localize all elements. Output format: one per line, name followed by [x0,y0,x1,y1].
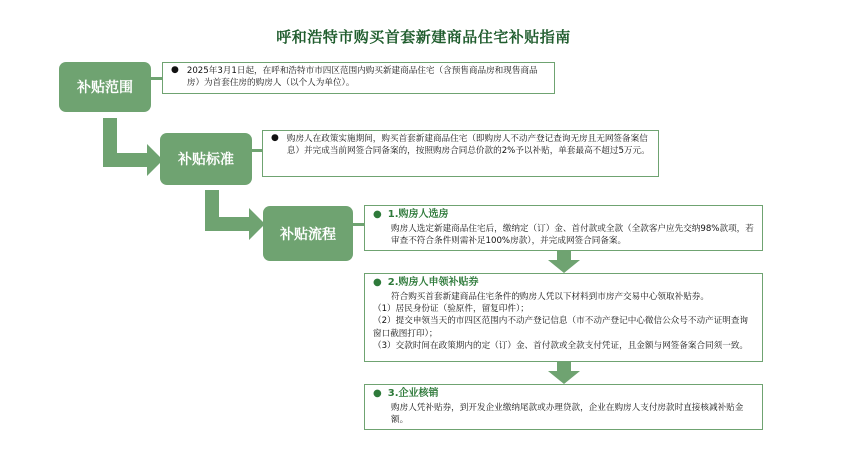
process-body-1: 购房人选定新建商品住宅后，缴纳定（订）金、首付款或全款（全款客户应先交纳98%款项，若审查不符合条件则需补足100%房款），并完成网签合同备案。 [391,223,754,246]
standard-text: 购房人在政策实施期间，购买首套新建商品住宅（即购房人不动产登记查询无房且无网签备案信息）并完成当前网签合同备案的，按照购房合同总价款的2%予以补贴，单套最高不超过5万元。 [286,134,650,157]
step-label-standard: 补贴标准 [178,152,234,168]
page-title: 呼和浩特市购买首套新建商品住宅补贴指南 [276,28,571,46]
down-arrow-2 [548,362,580,384]
process-heading-2 [373,276,754,291]
process-heading-1 [373,208,754,223]
elbow-arrow-1 [103,118,163,176]
scope-text: 2025年3月1日起，在呼和浩特市市四区范围内购买新建商品住宅（含预售商品房和现售商品房）为首套住房的购房人（以个人为单位）。 [186,66,538,89]
down-arrow-1 [548,251,580,273]
process-line-2-2: （2）提交申领当天的市四区范围内不动产登记信息（市不动产登记中心微信公众号不动产证明查询窗口截图打印）； [373,316,749,339]
step-box-process [263,206,353,261]
step-box-scope [59,62,151,112]
process-box-select-house [364,205,763,251]
process-line-2-1: （1）居民身份证（验原件，留复印件）； [373,303,529,314]
process-box-apply-coupon [364,273,763,362]
process-heading-3-text: 3.企业核销 [387,388,439,399]
elbow-arrow-2 [205,190,265,240]
scope-detail-box [162,62,555,94]
circle-bullet-icon: ● [373,209,382,220]
process-heading-2-text: 2.购房人申领补贴券 [387,277,479,288]
circle-bullet-icon: ● [373,277,382,288]
process-body-3: 购房人凭补贴券，到开发企业缴纳尾款或办理贷款，企业在购房人支付房款时直接核减补贴金额。 [391,402,744,425]
process-box-enterprise-verify [364,384,763,430]
bullet-icon: ● [271,133,279,143]
standard-detail-box [262,130,659,177]
step-label-scope: 补贴范围 [77,80,133,96]
connector-1 [150,77,162,80]
process-heading-1-text: 1.购房人选房 [387,209,449,220]
process-heading-3 [373,387,754,402]
circle-bullet-icon: ● [373,388,382,399]
process-line-2-3: （3）交款时间在政策期内的定（订）金、首付款或全款支付凭证，且金额与网签备案合同须一致。 [373,341,749,352]
step-box-standard [160,133,252,185]
bullet-icon: ● [171,65,179,75]
process-lead-2: 符合购买首套新建商品住宅条件的购房人凭以下材料到市房产交易中心领取补贴券。 [391,291,709,302]
connector-3 [352,223,364,226]
step-label-process: 补贴流程 [280,226,336,243]
